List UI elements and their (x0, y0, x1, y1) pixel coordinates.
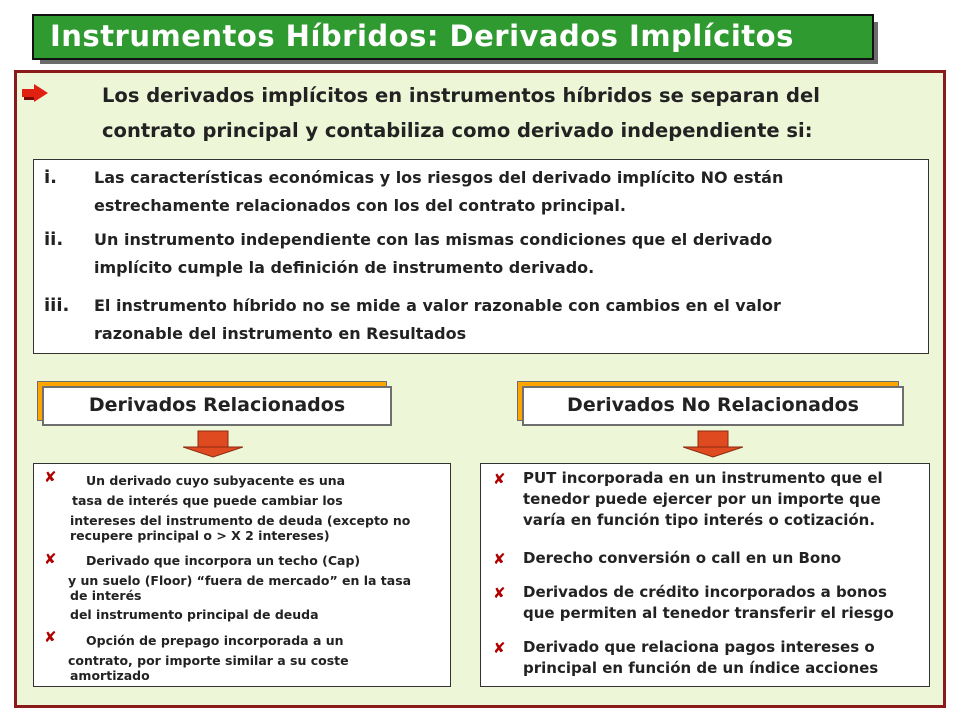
list-line: de interés (70, 588, 142, 603)
list-line: recupere principal o > X 2 intereses) (70, 528, 330, 543)
intro-line-2: contrato principal y contabiliza como derivado independiente si: (102, 119, 813, 142)
list-line: tasa de interés que puede cambiar los (72, 493, 343, 508)
x-bullet-icon: ✘ (493, 470, 506, 488)
condition-item (44, 226, 914, 282)
list-line: tenedor puede ejercer por un importe que (523, 490, 881, 508)
related-list (33, 463, 451, 687)
list-item (523, 582, 933, 624)
condition-line: Las características económicas y los riesgos del derivado implícito NO están (94, 168, 784, 187)
condition-item (44, 164, 914, 220)
list-line: que permiten al tenedor transferir el riesgo (523, 604, 894, 622)
x-bullet-icon: ✘ (44, 628, 57, 646)
list-item (523, 637, 933, 679)
right-header-label: Derivados No Relacionados (522, 386, 904, 426)
condition-line: estrechamente relacionados con los del contrato principal. (94, 196, 626, 215)
condition-number: ii. (44, 229, 64, 250)
list-line: PUT incorporada en un instrumento que el (523, 469, 883, 487)
list-line: varía en función tipo interés o cotización. (523, 511, 876, 529)
list-line: principal en función de un índice acciones (523, 659, 879, 677)
list-line: contrato, por importe similar a su coste (68, 653, 349, 668)
list-line: Derivado que incorpora un techo (Cap) (86, 553, 361, 568)
intro-text (102, 78, 942, 148)
down-arrow-icon (683, 430, 743, 458)
conditions-box (33, 159, 929, 354)
list-line: Derivado que relaciona pagos intereses o (523, 638, 875, 656)
list-item (523, 468, 933, 531)
list-line: Opción de prepago incorporada a un (86, 633, 344, 648)
list-line: Un derivado cuyo subyacente es una (86, 473, 346, 488)
right-arrow-icon (22, 84, 48, 102)
down-arrow-icon (183, 430, 243, 458)
x-bullet-icon: ✘ (44, 550, 57, 568)
intro-line-1: Los derivados implícitos en instrumentos híbridos se separan del (102, 84, 820, 107)
condition-line: implícito cumple la definición de instrumento derivado. (94, 258, 595, 277)
page-title: Instrumentos Híbridos: Derivados Implícitos (50, 19, 794, 53)
condition-number: i. (44, 167, 58, 188)
x-bullet-icon: ✘ (493, 584, 506, 602)
x-bullet-icon: ✘ (493, 550, 506, 568)
title-bar (32, 14, 874, 60)
right-header (517, 381, 899, 421)
left-header-label: Derivados Relacionados (42, 386, 392, 426)
list-line: y un suelo (Floor) “fuera de mercado” en la tasa (68, 573, 412, 588)
list-line: Derivados de crédito incorporados a bonos (523, 583, 887, 601)
list-line: Derecho conversión o call en un Bono (523, 549, 842, 567)
left-header (37, 381, 387, 421)
condition-line: Un instrumento independiente con las mismas condiciones que el derivado (94, 230, 773, 249)
list-line: amortizado (70, 668, 150, 683)
condition-number: iii. (44, 295, 70, 316)
x-bullet-icon: ✘ (493, 639, 506, 657)
condition-item (44, 292, 914, 348)
unrelated-list (480, 463, 930, 687)
list-line: del instrumento principal de deuda (70, 607, 319, 622)
list-item (523, 548, 933, 569)
list-line: intereses del instrumento de deuda (excepto no (70, 513, 411, 528)
condition-line: El instrumento híbrido no se mide a valor razonable con cambios en el valor (94, 296, 781, 315)
x-bullet-icon: ✘ (44, 468, 57, 486)
condition-line: razonable del instrumento en Resultados (94, 324, 467, 343)
